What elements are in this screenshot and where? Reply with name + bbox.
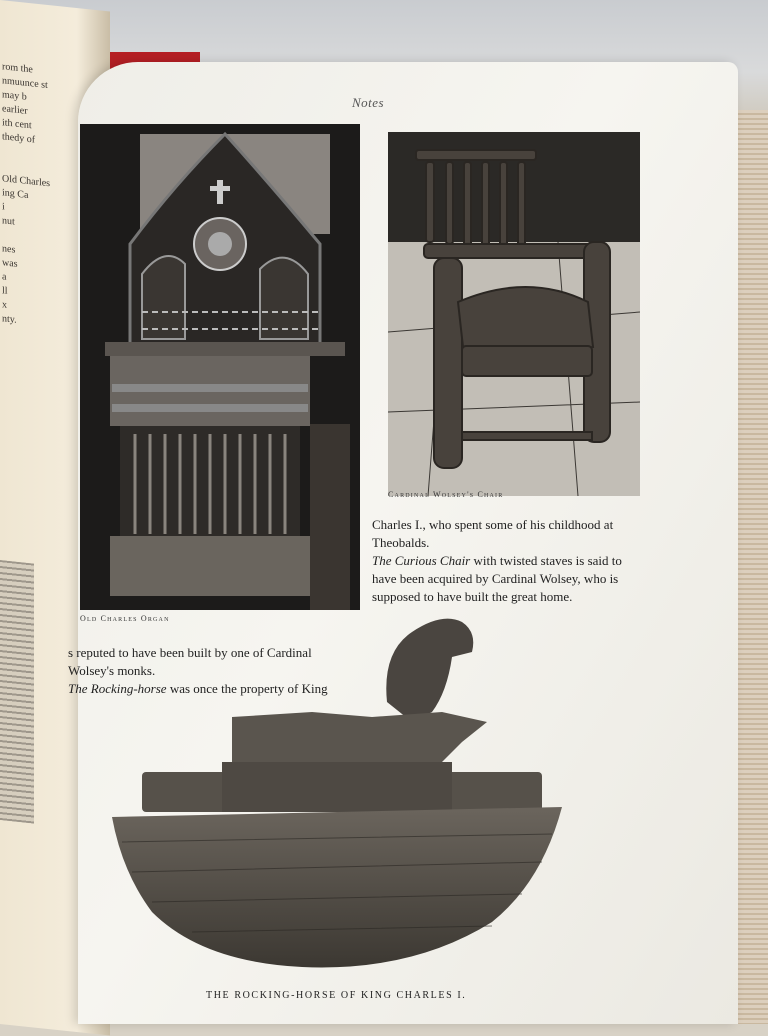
left-page-text-line: ll — [2, 285, 8, 297]
left-page-text-line: i — [2, 201, 5, 213]
organ-illustration — [80, 124, 360, 610]
left-page-text-line: a — [2, 271, 7, 283]
organ-photo — [80, 124, 360, 610]
left-page-text-line: Old Charles — [2, 173, 51, 190]
left-page-text-line: ith cent — [2, 117, 32, 132]
chair-text-line-3 — [372, 552, 662, 570]
rocking-horse-illustration — [112, 612, 568, 984]
chair-text-italic: The Curious Chair — [372, 553, 471, 568]
organ-caption: Old Charles Organ — [80, 614, 170, 623]
left-page-text-line: nty. — [2, 313, 17, 326]
chair-paragraph — [372, 516, 662, 606]
left-page-text-line: nut — [2, 215, 15, 228]
chair-caption: Cardinal Wolsey's Chair — [388, 490, 504, 499]
chair-text-line-4: have been acquired by Cardinal Wolsey, who is — [372, 571, 619, 586]
organ-text-italic: The Rocking-horse — [68, 681, 167, 696]
left-page-text-line: rom the — [2, 61, 33, 76]
left-page-text-line: thedy of — [2, 131, 36, 146]
organ-text-line-2: Wolsey's monks. — [68, 663, 156, 678]
left-page-text-line: nes — [2, 243, 16, 256]
left-page-text-line: x — [2, 299, 7, 311]
left-page-text-line: may b — [2, 89, 27, 103]
chair-illustration — [388, 132, 640, 496]
rocking-horse-caption: THE ROCKING-HORSE OF KING CHARLES I. — [206, 990, 467, 1001]
chair-text-line-1: Charles I., who spent some of his childhood at — [372, 517, 614, 532]
page-header: Notes — [352, 95, 385, 110]
organ-text-line-1: s reputed to have been built by one of Cardinal — [68, 645, 312, 660]
organ-text-line-3-rest: was once the property of King — [166, 681, 328, 696]
left-page-text-line: earlier — [2, 103, 28, 117]
rocking-horse-photo — [112, 612, 568, 984]
left-page-text-line: nmuunce st — [2, 75, 48, 92]
chair-text-line-2: Theobalds. — [372, 535, 430, 550]
chair-text-line-5: supposed to have built the great home. — [372, 589, 573, 604]
left-page-illustration — [0, 559, 34, 823]
left-page-text-line: was — [2, 257, 18, 270]
chair-photo — [388, 132, 640, 496]
left-page-text-line: ing Ca — [2, 187, 29, 201]
chair-text-line-3-rest: with twisted staves is said to — [470, 553, 622, 568]
